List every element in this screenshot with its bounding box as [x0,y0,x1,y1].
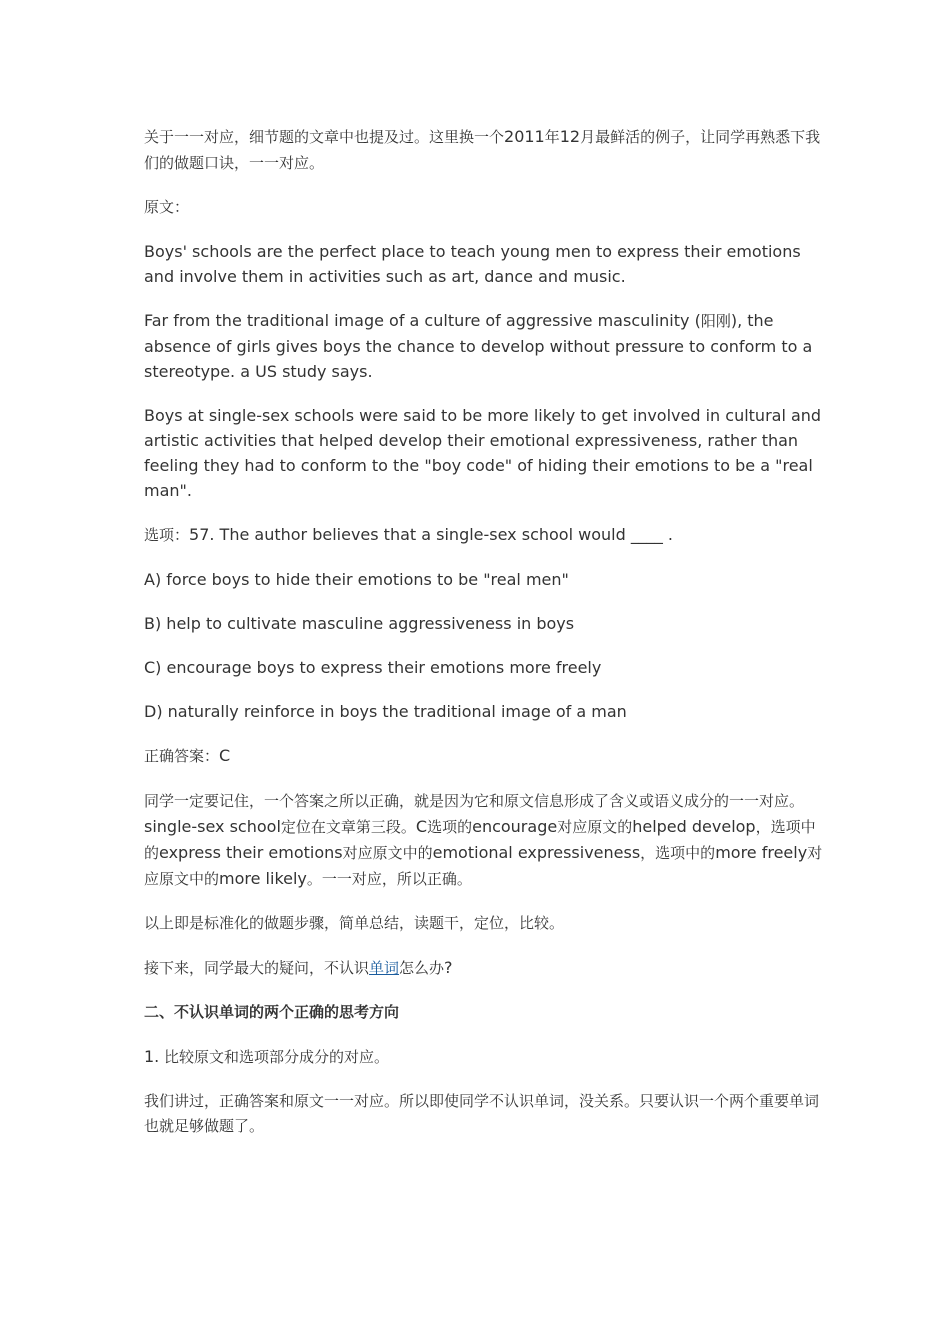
next-question-b: 怎么办 [399,959,445,977]
paragraph-original-label: 原文： [144,198,190,216]
original-2-text-c: ), the absence of girls gives boys the chance to develop without pressure to conform to a stereotype. a US study says. [144,311,813,381]
paragraph-explanation [144,788,824,892]
explanation-a: 同学一定要记住，一个答案之所以正确，就是因为它和原文信息形成了含义或语义成分的一一对应。 [144,792,805,810]
explanation-k: 对应原文中的 [342,844,433,862]
paragraph-original-1: Boys' schools are the perfect place to teach young men to express their emotions and involve them in activities such as art, dance and music. [144,242,801,286]
paragraph-summary: 以上即是标准化的做题步骤，简单总结，读题干，定位，比较。 [144,914,565,932]
point-1-text: 比较原文和选项部分成分的对应。 [159,1048,390,1066]
option-b: B) help to cultivate masculine aggressiveness in boys [144,614,575,633]
explanation-o: 对应原文中的 [144,844,823,888]
paragraph-next-question [144,955,824,981]
intro-year: 2011 [504,127,545,146]
next-question-a: 接下来，同学最大的疑问，不认识 [144,959,370,977]
point-1-number: 1. [144,1047,160,1066]
explanation-n: more freely [715,843,808,862]
intro-text-c: 年 [544,128,560,146]
explanation-c: 定位在文章第三段。 [280,818,416,836]
paragraph-original-3: Boys at single-sex schools were said to be more likely to get involved in cultural and artistic activities that helped develop their emotional expressiveness, rather than feeling they had to conform to the "boy code" of hiding their emotions to be a "real man". [144,406,822,500]
question-text: 57. The author believes that a single-sex school would ____ . [189,525,673,544]
original-2-gloss: 阳刚 [700,312,731,330]
explanation-j: express their emotions [159,843,343,862]
explanation-l: emotional expressiveness [432,843,641,862]
intro-text-e: 月最鲜活的例子，让同学再熟悉下我们的做题口诀，一一对应。 [144,128,821,172]
explanation-i: ，选项中的 [144,818,816,862]
paragraph-point-1 [144,1044,824,1070]
section-heading-2: 二、不认识单词的两个正确的思考方向 [144,1003,400,1021]
next-question-c: ? [444,958,453,977]
paragraph-intro [144,124,824,176]
explanation-h: helped develop [632,817,756,836]
explanation-d: C [415,817,428,836]
explanation-q: 。一一对应，所以正确。 [306,870,472,888]
question-label: 选项： [144,526,190,544]
answer-value: C [219,746,231,765]
document-page [144,124,824,1158]
option-d: D) naturally reinforce in boys the traditional image of a man [144,702,627,721]
explanation-b: single-sex school [144,817,281,836]
answer-label: 正确答案： [144,747,220,765]
intro-month: 12 [559,127,581,146]
explanation-p: more likely [219,869,307,888]
option-c: C) encourage boys to express their emotions more freely [144,658,602,677]
explanation-g: 对应原文的 [557,818,633,836]
paragraph-closing: 我们讲过，正确答案和原文一一对应。所以即使同学不认识单词，没关系。只要认识一个两个重要单词也就足够做题了。 [144,1092,820,1135]
paragraph-original-2 [144,308,824,384]
original-2-text-a: Far from the traditional image of a culture of aggressive masculinity ( [144,311,701,330]
intro-text-a: 关于一一对应，细节题的文章中也提及过。这里换一个 [144,128,505,146]
paragraph-question [144,522,824,548]
paragraph-answer [144,743,824,769]
option-a: A) force boys to hide their emotions to be "real men" [144,570,569,589]
explanation-f: encourage [472,817,558,836]
explanation-m: ，选项中的 [640,844,716,862]
vocabulary-link[interactable]: 单词 [369,959,400,977]
explanation-e: 选项的 [427,818,473,836]
